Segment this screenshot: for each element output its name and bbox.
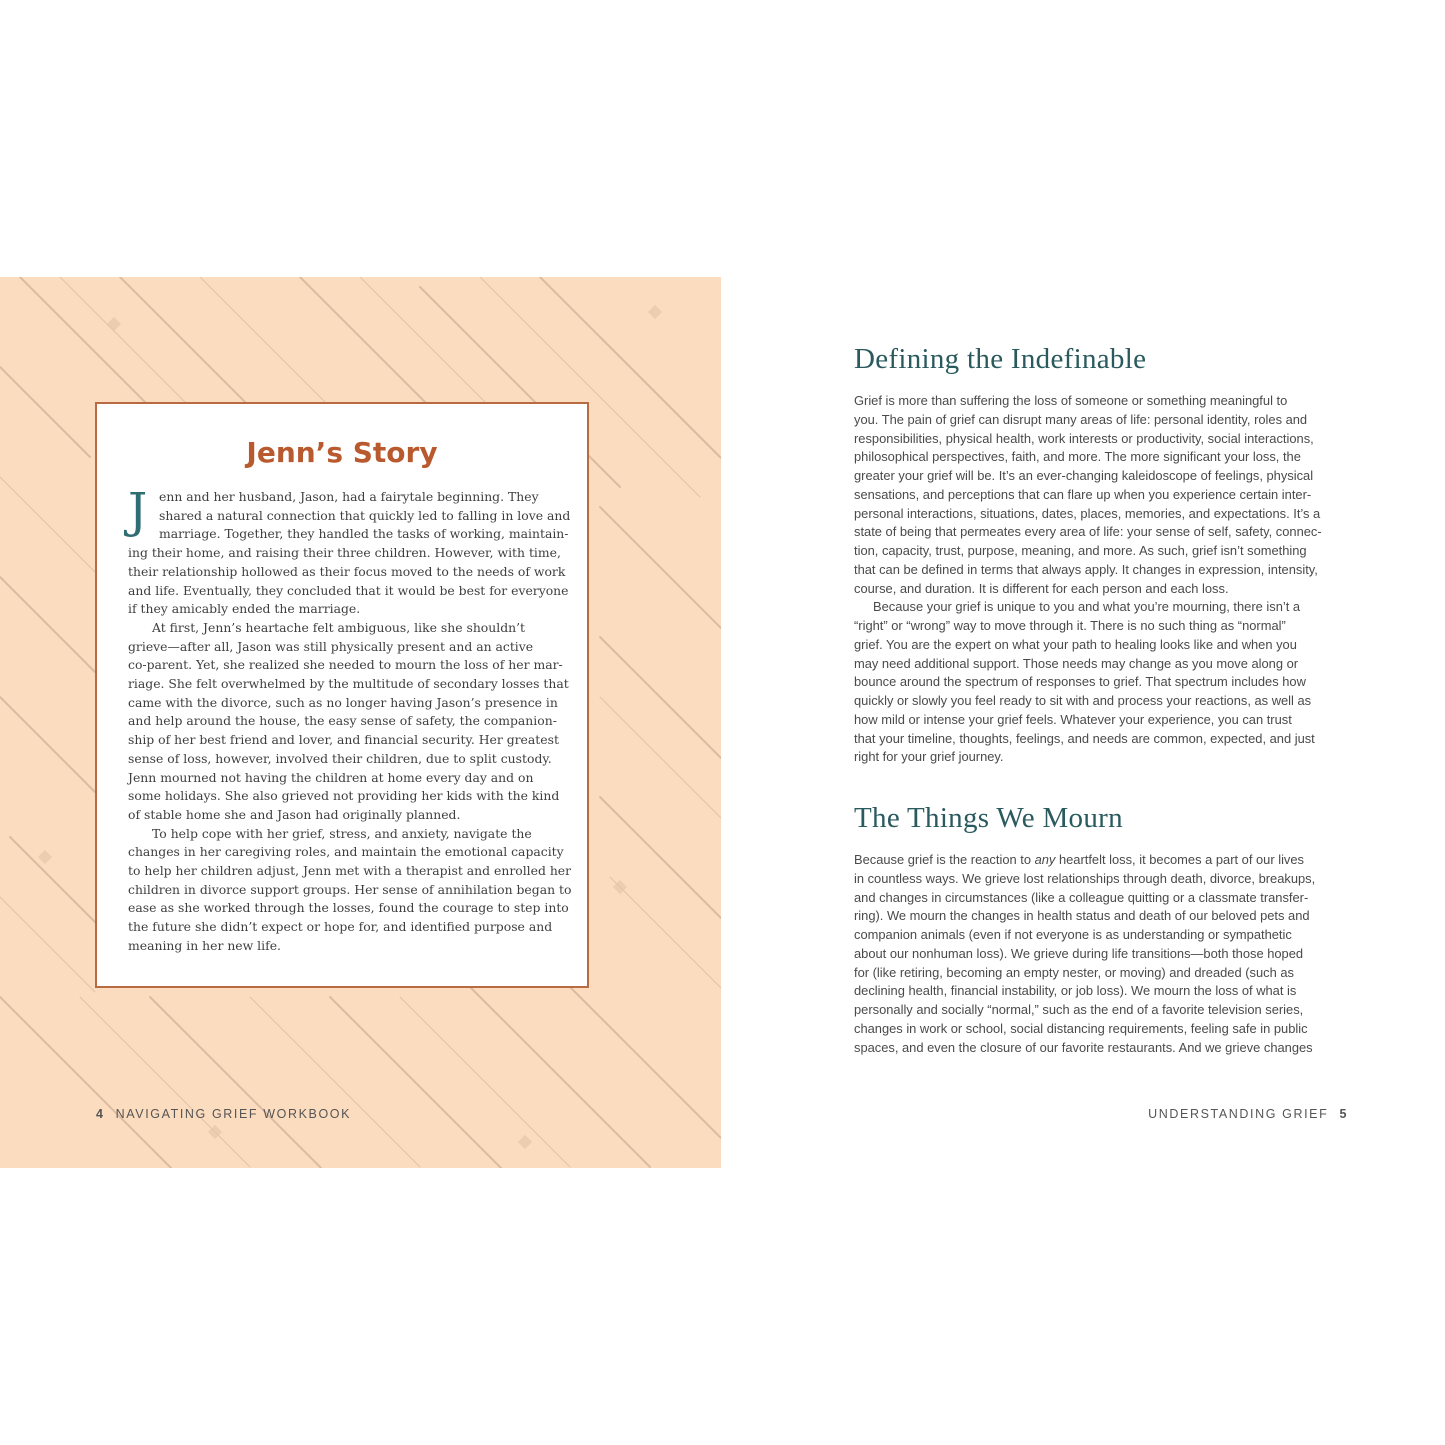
body-line: how mild or intense your grief feels. Whatever your experience, you can trust (854, 711, 1292, 727)
body-line: “right” or “wrong” way to move through it. There is no such thing as “normal” (854, 618, 1286, 633)
story-line: co-parent. Yet, she realized she needed to mourn the loss of her mar- (128, 657, 563, 673)
emphasis: any (1034, 852, 1056, 867)
story-line: ease as she worked through the losses, found the courage to step into (128, 900, 569, 916)
story-line: of stable home she and Jason had originally planned. (128, 806, 461, 822)
left-page-footer (96, 1107, 351, 1121)
body-line: about our nonhuman loss). We grieve during life transitions—both those hoped (854, 945, 1304, 961)
body-line-part: heartfelt loss, it becomes a part of our lives (1055, 852, 1304, 867)
body-line: for (like retiring, becoming an empty nester, or moving) and dreaded (such as (854, 964, 1294, 980)
story-line: and help around the house, the easy sense of safety, the companion- (128, 713, 557, 729)
right-page-footer (1148, 1107, 1348, 1121)
story-line: and life. Eventually, they concluded that it would be best for everyone (128, 582, 569, 598)
body-line: personally and socially “normal,” such as the end of a favorite television series, (854, 1002, 1304, 1017)
body-line: philosophical perspectives, faith, and more. The more significant your loss, the (854, 449, 1301, 465)
story-line: sense of loss, however, involved their children, due to split custody. (128, 750, 552, 766)
story-line: some holidays. She also grieved not providing her kids with the kind (128, 788, 560, 804)
left-page (0, 277, 721, 1168)
story-line: the future she didn’t expect or hope for, and identified purpose and (128, 919, 553, 935)
body-line: in countless ways. We grieve lost relationships through death, divorce, breakups, (854, 870, 1316, 886)
story-line: grieve—after all, Jason was still physically present and an active (128, 638, 534, 654)
section-body-mourn (854, 851, 1354, 1057)
story-line: to help her children adjust, Jenn met with a therapist and enrolled her (128, 863, 572, 879)
story-body (128, 483, 572, 956)
body-line: course, and duration. It is different for each person and each loss. (854, 580, 1229, 596)
book-spread (0, 277, 1445, 1168)
body-line: quickly or slowly you feel ready to sit with and process your reactions, as well as (854, 693, 1312, 708)
body-line: state of being that permeates every area of life: your sense of self, safety, connec- (854, 524, 1322, 540)
body-line: companion animals (even if not everyone is as understanding or sympathetic (854, 927, 1292, 942)
body-line: that can be defined in terms that always apply. It changes in expression, intensity, (854, 561, 1318, 577)
body-line (854, 851, 1354, 870)
body-line: greater your grief will be. It’s an ever-changing kaleidoscope of feelings, physical (854, 468, 1314, 483)
body-line: and changes in circumstances (like a colleague quitting or a classmate transfer- (854, 889, 1309, 905)
story-title: Jenn’s Story (246, 436, 438, 469)
body-line: tion, capacity, trust, purpose, meaning, and more. As such, grief isn’t something (854, 543, 1307, 558)
story-line: At first, Jenn’s heartache felt ambiguous, like she shouldn’t (152, 619, 526, 635)
story-line: riage. She felt overwhelmed by the multitude of secondary losses that (128, 676, 569, 692)
right-page (721, 277, 1445, 1168)
body-line: right for your grief journey. (854, 749, 1004, 765)
body-line: ring). We mourn the changes in health status and death of our beloved pets and (854, 908, 1310, 924)
story-line: ing their home, and raising their three children. However, with time, (128, 545, 561, 561)
story-line: Jenn mourned not having the children at home every day and on (128, 769, 534, 785)
drop-cap: J (128, 483, 148, 539)
body-line: responsibilities, physical health, work interests or productivity, social interactions, (854, 430, 1314, 446)
page-number: 5 (1339, 1107, 1348, 1121)
body-line: changes in work or school, social distancing requirements, feeling safe in public (854, 1020, 1308, 1036)
story-line: meaning in her new life. (128, 937, 281, 953)
body-line: that your timeline, thoughts, feelings, and needs are common, expected, and just (854, 730, 1315, 746)
body-line: Grief is more than suffering the loss of someone or something meaningful to (854, 393, 1288, 408)
page-number: 4 (96, 1107, 105, 1121)
body-line: sensations, and perceptions that can flare up when you experience certain inter- (854, 486, 1312, 502)
section-body-defining (854, 392, 1354, 767)
story-line: marriage. Together, they handled the tasks of working, maintain- (159, 526, 569, 542)
story-line: came with the divorce, such as no longer having Jason’s presence in (128, 694, 558, 710)
body-line: personal interactions, situations, dates, places, memories, and expectations. It’s a (854, 505, 1321, 521)
story-line: their relationship hollowed as their focus moved to the needs of work (128, 563, 566, 579)
story-line: enn and her husband, Jason, had a fairytale beginning. They (159, 489, 539, 504)
body-line: Because your grief is unique to you and what you’re mourning, there isn’t a (873, 599, 1301, 615)
story-box (95, 402, 589, 988)
body-line: you. The pain of grief can disrupt many areas of life: personal identity, roles and (854, 411, 1308, 427)
running-title: NAVIGATING GRIEF WORKBOOK (115, 1107, 352, 1121)
story-line: changes in her caregiving roles, and maintain the emotional capacity (128, 844, 564, 860)
story-line: To help cope with her grief, stress, and anxiety, navigate the (152, 825, 532, 841)
story-line: if they amicably ended the marriage. (128, 601, 361, 617)
body-line: grief. You are the expert on what your path to healing looks like and when you (854, 636, 1297, 652)
body-line: may need additional support. Those needs may change as you move along or (854, 655, 1299, 671)
body-line: declining health, financial instability, or job loss). We mourn the loss of what is (854, 983, 1297, 999)
body-line-part: Because grief is the reaction to (854, 852, 1035, 867)
section-heading-mourn: The Things We Mourn (854, 802, 1123, 834)
story-line: ship of her best friend and lover, and financial security. Her greatest (128, 732, 559, 748)
story-line: children in divorce support groups. Her sense of annihilation began to (128, 881, 572, 897)
running-title: UNDERSTANDING GRIEF (1148, 1107, 1329, 1121)
body-line: spaces, and even the closure of our favorite restaurants. And we grieve changes (854, 1039, 1313, 1055)
body-line: bounce around the spectrum of responses to grief. That spectrum includes how (854, 674, 1306, 690)
story-line: shared a natural connection that quickly led to falling in love and (159, 507, 571, 523)
section-heading-defining: Defining the Indefinable (854, 343, 1147, 375)
